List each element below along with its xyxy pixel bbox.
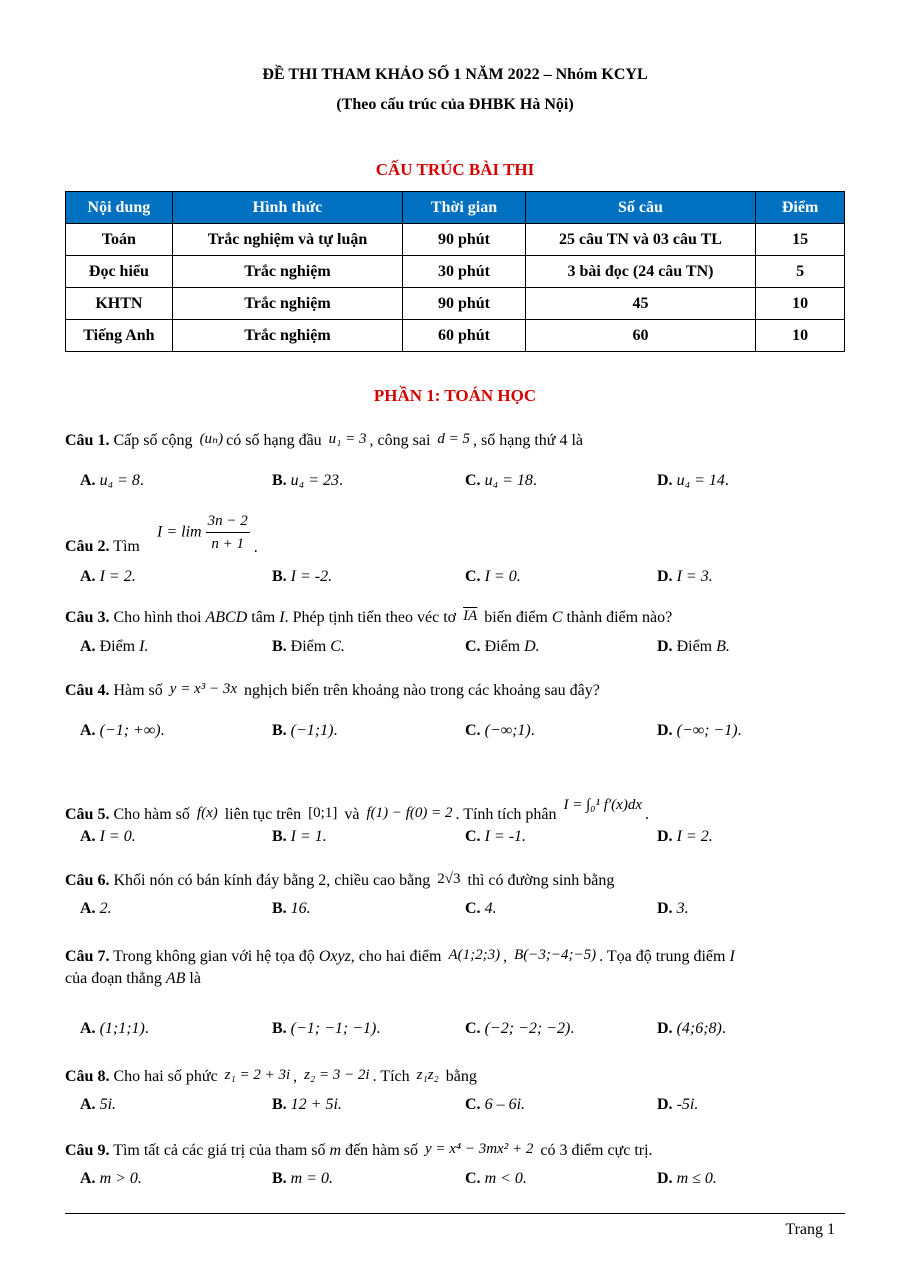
table-cell: 45 (525, 288, 755, 320)
question-text: . (253, 539, 258, 557)
option-suffix: B. (716, 638, 730, 655)
fraction (206, 510, 250, 555)
table-cell: 25 câu TN và 03 câu TL (525, 224, 755, 256)
option-suffix: D. (524, 638, 540, 655)
option-letter: C. (465, 900, 481, 917)
page-number: Trang 1 (785, 1221, 835, 1238)
answer-option (80, 1170, 142, 1188)
option-letter: A. (80, 900, 96, 917)
question-text: Cho hai số phức (109, 1068, 222, 1085)
answer-option (657, 722, 742, 740)
answer-option (465, 1096, 525, 1114)
question-text: Cho hàm số (109, 806, 194, 823)
answer-option (465, 568, 521, 586)
question-label: Câu 1. (65, 432, 110, 449)
column-header: Số câu (525, 192, 755, 224)
option-value: 5i. (99, 1096, 117, 1113)
question-text: bằng (441, 1068, 477, 1085)
question-text: thì có đường sinh bằng (463, 872, 615, 889)
answer-option (80, 472, 144, 490)
option-suffix: . (144, 1020, 149, 1037)
option-letter: C. (465, 638, 481, 655)
table-row (66, 256, 845, 288)
answer-option (80, 568, 136, 586)
option-value: (−1;1) (290, 722, 334, 739)
question-text: . Tích (372, 1068, 414, 1085)
table-cell: Trắc nghiệm và tự luận (172, 224, 402, 256)
option-letter: B. (272, 828, 287, 845)
options-row (80, 900, 860, 924)
table-cell: Trắc nghiệm (172, 256, 402, 288)
option-letter: A. (80, 568, 96, 585)
table-cell: Đọc hiểu (66, 256, 173, 288)
table-cell: Trắc nghiệm (172, 288, 402, 320)
option-value: I = 0. (484, 568, 521, 585)
option-suffix: . (530, 722, 535, 739)
table-cell: Trắc nghiệm (172, 320, 402, 352)
option-letter: D. (657, 722, 673, 739)
table-cell: 90 phút (403, 224, 526, 256)
option-suffix: . (333, 722, 338, 739)
answer-option (272, 638, 345, 656)
question-5 (65, 794, 855, 826)
table-cell: 30 phút (403, 256, 526, 288)
options-row (80, 1020, 860, 1044)
question-text: là (185, 970, 201, 987)
question-label: Câu 8. (65, 1068, 110, 1085)
integral-expression: I = ∫₀¹ f′(x)dx (563, 797, 642, 813)
option-letter: C. (465, 1020, 481, 1037)
question-text: , (293, 1068, 302, 1085)
option-value: (4;6;8) (676, 1020, 722, 1037)
option-value: I = -1. (484, 828, 527, 845)
question-text: , công sai (369, 432, 435, 449)
answer-option (80, 638, 148, 656)
option-letter: C. (465, 722, 481, 739)
answer-option (465, 722, 535, 740)
option-suffix: . (724, 472, 729, 489)
math-expression: 2√3 (437, 871, 461, 887)
answer-option (657, 1170, 717, 1188)
option-value: 4. (484, 900, 497, 917)
structure-table (65, 191, 845, 352)
answer-option (657, 472, 729, 490)
option-letter: B. (272, 568, 287, 585)
options-row (80, 638, 860, 662)
answer-option (657, 1020, 726, 1038)
math-expression: I = lim (157, 523, 202, 541)
options-row (80, 568, 860, 592)
options-row (80, 722, 860, 746)
question-label: Câu 4. (65, 682, 110, 699)
math-expression: f(1) − f(0) = 2 (366, 805, 453, 821)
math-expression: AB (165, 970, 186, 987)
option-value: I = -2. (290, 568, 333, 585)
option-value: (−∞;1) (484, 722, 531, 739)
column-header: Hình thức (172, 192, 402, 224)
option-letter: A. (80, 1096, 96, 1113)
question-text: . Phép tịnh tiến theo véc tơ (284, 609, 461, 626)
option-letter: B. (272, 1020, 287, 1037)
limit-expression (157, 510, 258, 559)
structure-heading: CẤU TRÚC BÀI THI (375, 160, 535, 179)
question-label: Câu 2. (65, 538, 110, 555)
option-suffix: . (532, 472, 537, 489)
column-header: Thời gian (403, 192, 526, 224)
option-value: m ≤ 0. (676, 1170, 717, 1187)
question-text: Cấp số cộng (109, 432, 197, 449)
question-1 (65, 428, 855, 452)
table-cell: 10 (756, 288, 845, 320)
option-value: u₄ = 18 (484, 472, 533, 489)
options-row (80, 472, 860, 496)
math-expression: y = x³ − 3x (169, 681, 237, 697)
options-row (80, 1096, 860, 1120)
option-value: (−2; −2; −2) (484, 1020, 571, 1037)
question-4 (65, 678, 855, 702)
math-expression: m (329, 1142, 342, 1159)
question-label: Câu 7. (65, 948, 110, 965)
answer-option (80, 900, 112, 918)
math-expression: B(−3;−4;−5) (514, 947, 597, 963)
section-heading: PHẦN 1: TOÁN HỌC (373, 386, 537, 405)
table-header-row (66, 192, 845, 224)
math-expression: z₁ = 2 + 3i (224, 1067, 291, 1083)
option-suffix: . (160, 722, 165, 739)
question-7 (65, 944, 855, 990)
exam-title: ĐỀ THI THAM KHẢO SỐ 1 NĂM 2022 – Nhóm KCYL (262, 66, 648, 83)
table-cell: KHTN (66, 288, 173, 320)
footer-divider (65, 1213, 845, 1214)
option-value: u₄ = 23 (290, 472, 340, 489)
option-letter: D. (657, 472, 673, 489)
option-letter: D. (657, 1020, 673, 1037)
option-value: Điểm (484, 638, 525, 655)
answer-option (657, 638, 730, 656)
table-cell: Tiếng Anh (66, 320, 173, 352)
option-letter: C. (465, 568, 481, 585)
answer-option (272, 1096, 342, 1114)
option-letter: C. (465, 828, 481, 845)
option-letter: D. (657, 568, 673, 585)
math-expression: A(1;2;3) (448, 947, 501, 963)
math-expression: y = x⁴ − 3mx² + 2 (424, 1141, 534, 1157)
option-letter: A. (80, 472, 96, 489)
question-text: . Tính tích phân (455, 806, 561, 823)
question-6 (65, 868, 855, 892)
question-text: liên tục trên (220, 806, 306, 823)
option-letter: D. (657, 1170, 673, 1187)
table-cell: 90 phút (403, 288, 526, 320)
answer-option (80, 1096, 116, 1114)
question-text: có số hạng đầu (226, 432, 326, 449)
options-row (80, 1170, 860, 1194)
option-letter: C. (465, 1096, 481, 1113)
option-letter: B. (272, 900, 287, 917)
option-value: 3. (676, 900, 689, 917)
option-value: u₄ = 8 (99, 472, 140, 489)
table-cell: 10 (756, 320, 845, 352)
option-value: m = 0. (290, 1170, 334, 1187)
question-8 (65, 1064, 855, 1088)
option-letter: B. (272, 472, 287, 489)
vector-expression: $\overline{IA}$ (463, 608, 478, 624)
option-value: (−∞; −1) (676, 722, 738, 739)
table-cell: 60 (525, 320, 755, 352)
option-value: m > 0. (99, 1170, 142, 1187)
answer-option (465, 638, 540, 656)
math-expression: (uₙ) (199, 431, 224, 447)
option-value: I = 2. (99, 568, 136, 585)
math-expression: z₂ = 3 − 2i (304, 1067, 370, 1083)
question-text: đến hàm số (341, 1142, 422, 1159)
answer-option (465, 900, 497, 918)
option-value: Điểm (290, 638, 331, 655)
math-expression: I (279, 609, 285, 626)
question-label: Câu 5. (65, 806, 110, 823)
math-expression: u₁ = 3 (328, 431, 367, 447)
table-row (66, 288, 845, 320)
option-value: u₄ = 14 (676, 472, 725, 489)
option-suffix: . (376, 1020, 381, 1037)
answer-option (272, 568, 332, 586)
question-text: , số hạng thứ 4 là (473, 432, 584, 449)
answer-option (272, 1020, 380, 1038)
question-text: tâm (247, 609, 280, 626)
option-letter: D. (657, 638, 673, 655)
question-text: thành điểm nào? (562, 609, 673, 626)
option-letter: D. (657, 1096, 673, 1113)
answer-option (465, 828, 526, 846)
option-letter: C. (465, 1170, 481, 1187)
option-value: I = 1. (290, 828, 327, 845)
question-9 (65, 1138, 855, 1162)
question-text: , cho hai điểm (350, 948, 446, 965)
question-text: , (503, 948, 512, 965)
question-label: Câu 3. (65, 609, 110, 626)
option-value: (−1; +∞) (99, 722, 161, 739)
math-expression: I (729, 948, 735, 965)
option-letter: B. (272, 722, 287, 739)
answer-option (272, 1170, 333, 1188)
options-row (80, 828, 860, 852)
option-letter: A. (80, 1170, 96, 1187)
answer-option (465, 472, 537, 490)
answer-option (657, 568, 713, 586)
math-expression: [0;1] (308, 805, 338, 821)
question-text: biến điểm (480, 609, 552, 626)
fraction-denominator: n + 1 (211, 536, 244, 552)
question-text: nghịch biến trên khoảng nào trong các khoảng sau đây? (240, 682, 600, 699)
math-expression: d = 5 (437, 431, 471, 447)
math-expression: f(x) (196, 805, 218, 821)
option-suffix: . (139, 472, 144, 489)
question-label: Câu 6. (65, 872, 110, 889)
option-letter: C. (465, 472, 481, 489)
question-text: có 3 điểm cực trị. (536, 1142, 653, 1159)
option-suffix: . (737, 722, 742, 739)
option-suffix: I. (139, 638, 149, 655)
math-expression: z₁z₂ (416, 1067, 439, 1083)
answer-option (272, 828, 327, 846)
option-letter: A. (80, 722, 96, 739)
math-expression: C (551, 609, 563, 626)
option-value: I = 2. (676, 828, 713, 845)
option-value: -5i. (676, 1096, 699, 1113)
option-letter: A. (80, 828, 96, 845)
answer-option (80, 828, 136, 846)
table-cell: 5 (756, 256, 845, 288)
option-value: m < 0. (484, 1170, 527, 1187)
column-header: Điểm (756, 192, 845, 224)
answer-option (657, 900, 689, 918)
option-letter: B. (272, 1096, 287, 1113)
answer-option (272, 900, 311, 918)
answer-option (80, 1020, 149, 1038)
math-expression: ABCD (205, 609, 248, 626)
option-suffix: C. (330, 638, 345, 655)
question-2 (65, 510, 855, 558)
table-cell: 3 bài đọc (24 câu TN) (525, 256, 755, 288)
question-text: của đoạn thẳng (65, 970, 166, 987)
option-value: I = 0. (99, 828, 136, 845)
answer-option (465, 1170, 527, 1188)
option-suffix: . (339, 472, 344, 489)
question-text: Tìm tất cả các giá trị của tham số (109, 1142, 330, 1159)
answer-option (465, 1020, 574, 1038)
table-cell: 60 phút (403, 320, 526, 352)
answer-option (80, 722, 165, 740)
option-value: 2. (99, 900, 112, 917)
question-text: Hàm số (109, 682, 167, 699)
option-suffix: . (721, 1020, 726, 1037)
question-text: . (644, 806, 649, 823)
option-value: 12 + 5i. (290, 1096, 342, 1113)
question-text: Cho hình thoi (109, 609, 206, 626)
option-letter: D. (657, 900, 673, 917)
table-cell: Toán (66, 224, 173, 256)
option-value: Điểm (99, 638, 140, 655)
question-text: Tìm (109, 538, 140, 555)
option-value: I = 3. (676, 568, 713, 585)
fraction-numerator: 3n − 2 (206, 510, 250, 533)
table-row (66, 320, 845, 352)
option-value: 16. (290, 900, 311, 917)
option-value: 6 – 6i. (484, 1096, 526, 1113)
option-letter: B. (272, 638, 287, 655)
math-expression: Oxyz (318, 948, 351, 965)
option-value: Điểm (676, 638, 717, 655)
question-text: . Tọa độ trung điểm (599, 948, 730, 965)
question-text: Khối nón có bán kính đáy bằng 2, chiều cao bằng (109, 872, 435, 889)
question-label: Câu 9. (65, 1142, 110, 1159)
option-letter: A. (80, 638, 96, 655)
option-letter: D. (657, 828, 673, 845)
answer-option (657, 1096, 698, 1114)
table-row (66, 224, 845, 256)
option-letter: A. (80, 1020, 96, 1037)
column-header: Nội dung (66, 192, 173, 224)
exam-subtitle: (Theo cấu trúc của ĐHBK Hà Nội) (336, 96, 574, 113)
option-letter: B. (272, 1170, 287, 1187)
answer-option (657, 828, 713, 846)
option-suffix: . (570, 1020, 575, 1037)
question-text: và (340, 806, 364, 823)
answer-option (272, 472, 343, 490)
answer-option (272, 722, 337, 740)
option-value: (−1; −1; −1) (290, 1020, 377, 1037)
table-cell: 15 (756, 224, 845, 256)
question-text: Trong không gian với hệ tọa độ (109, 948, 319, 965)
question-3 (65, 605, 855, 629)
option-value: (1;1;1) (99, 1020, 145, 1037)
